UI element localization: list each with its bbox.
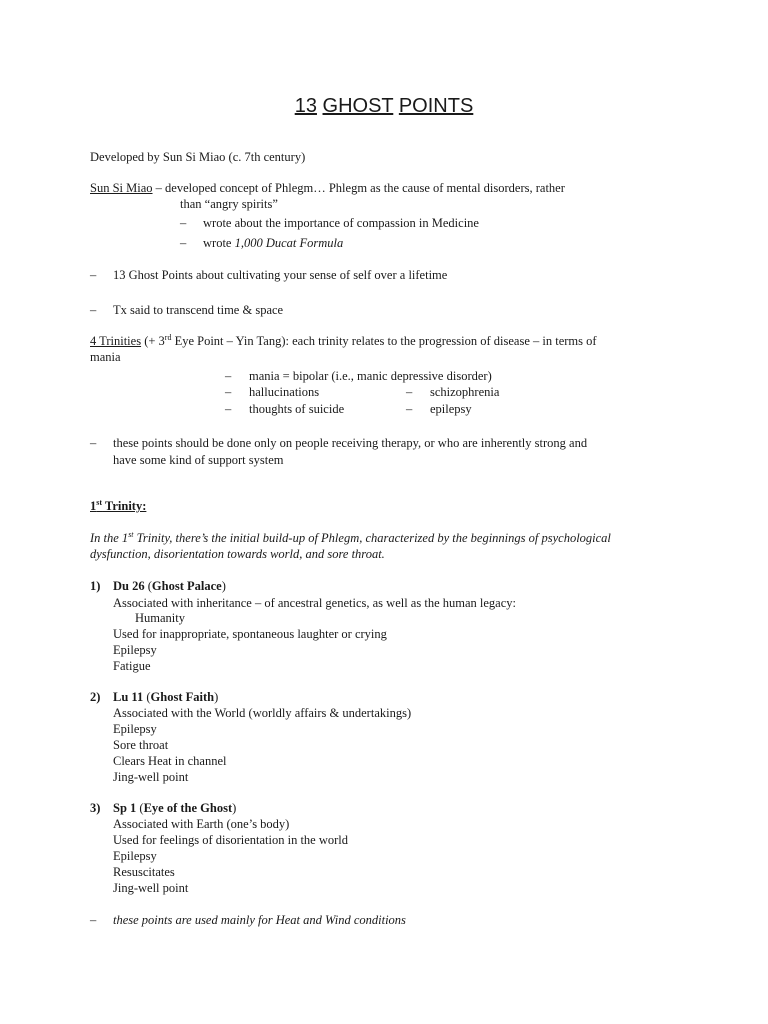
trinities-count: 4 Trinities bbox=[90, 334, 142, 348]
bullet-dash: – bbox=[180, 216, 187, 230]
closing-note: these points are used mainly for Heat and Wind conditions bbox=[113, 913, 406, 927]
page-title: 13 GHOST POINTS bbox=[294, 95, 474, 117]
section-heading: 1st Trinity: bbox=[90, 497, 147, 513]
point-detail: Resuscitates bbox=[113, 865, 175, 879]
bullet-compassion: wrote about the importance of compassion in Medicine bbox=[203, 216, 479, 230]
symptom-item: thoughts of suicide bbox=[249, 402, 345, 416]
point-detail: Associated with the World (worldly affairs & undertakings) bbox=[113, 706, 412, 720]
point-detail: Epilepsy bbox=[113, 643, 157, 657]
point-detail: Clears Heat in channel bbox=[113, 754, 227, 768]
developed-by-line: Developed by Sun Si Miao (c. 7th century) bbox=[90, 150, 306, 164]
sun-si-miao-name: Sun Si Miao bbox=[90, 181, 153, 195]
point-detail: Associated with inheritance – of ancestral genetics, as well as the human legacy: bbox=[113, 596, 516, 610]
point-heading: Du 26 (Ghost Palace) bbox=[113, 579, 226, 593]
bullet-formula: wrote 1,000 Ducat Formula bbox=[203, 236, 344, 250]
mania-definition: mania = bipolar (i.e., manic depressive disorder) bbox=[249, 369, 492, 383]
bullet-dash: – bbox=[90, 913, 97, 927]
bullet-dash: – bbox=[225, 385, 232, 399]
bullet-dash: – bbox=[406, 402, 413, 416]
point-detail: Fatigue bbox=[113, 659, 151, 673]
symptom-item: schizophrenia bbox=[430, 385, 500, 399]
bullet-dash: – bbox=[180, 236, 187, 250]
point-detail: Sore throat bbox=[113, 738, 169, 752]
trinities-line: 4 Trinities (+ 3rd Eye Point – Yin Tang): each trinity relates to the progression of disease – in terms of bbox=[90, 332, 597, 348]
bullet-dash: – bbox=[406, 385, 413, 399]
point-detail: Epilepsy bbox=[113, 722, 157, 736]
bullet-dash: – bbox=[225, 402, 232, 416]
bullet-dash: – bbox=[90, 268, 97, 282]
sun-si-miao-line: Sun Si Miao – developed concept of Phlegm… Phlegm as the cause of mental disorders, rather bbox=[90, 181, 565, 195]
point-detail: Jing-well point bbox=[113, 770, 189, 784]
point-heading: Lu 11 (Ghost Faith) bbox=[113, 690, 219, 704]
point-detail: Used for feelings of disorientation in the world bbox=[113, 833, 349, 847]
symptom-item: epilepsy bbox=[430, 402, 472, 416]
trinities-line-2: mania bbox=[90, 350, 121, 364]
symptom-item: hallucinations bbox=[249, 385, 320, 399]
point-detail: Humanity bbox=[135, 611, 185, 625]
point-detail: Used for inappropriate, spontaneous laughter or crying bbox=[113, 627, 387, 641]
point-detail: Epilepsy bbox=[113, 849, 157, 863]
trinity-intro-2: dysfunction, disorientation towards world, and sore throat. bbox=[90, 547, 385, 561]
trinity-intro: In the 1st Trinity, there’s the initial build-up of Phlegm, characterized by the beginnings of psychological bbox=[90, 529, 611, 545]
point-detail: Jing-well point bbox=[113, 881, 189, 895]
bullet-dash: – bbox=[90, 436, 97, 450]
point-number: 1) bbox=[90, 579, 101, 593]
note-cultivate: 13 Ghost Points about cultivating your sense of self over a lifetime bbox=[113, 268, 448, 282]
point-number: 2) bbox=[90, 690, 101, 704]
point-heading: Sp 1 (Eye of the Ghost) bbox=[113, 801, 237, 815]
note-tx: Tx said to transcend time & space bbox=[113, 303, 284, 317]
point-detail: Associated with Earth (one’s body) bbox=[113, 817, 290, 831]
therapy-note: these points should be done only on people receiving therapy, or who are inherently strong and bbox=[113, 436, 588, 450]
bullet-dash: – bbox=[90, 303, 97, 317]
point-number: 3) bbox=[90, 801, 101, 815]
sun-si-miao-line-2: than “angry spirits” bbox=[180, 197, 278, 211]
bullet-dash: – bbox=[225, 369, 232, 383]
therapy-note-2: have some kind of support system bbox=[113, 453, 284, 467]
